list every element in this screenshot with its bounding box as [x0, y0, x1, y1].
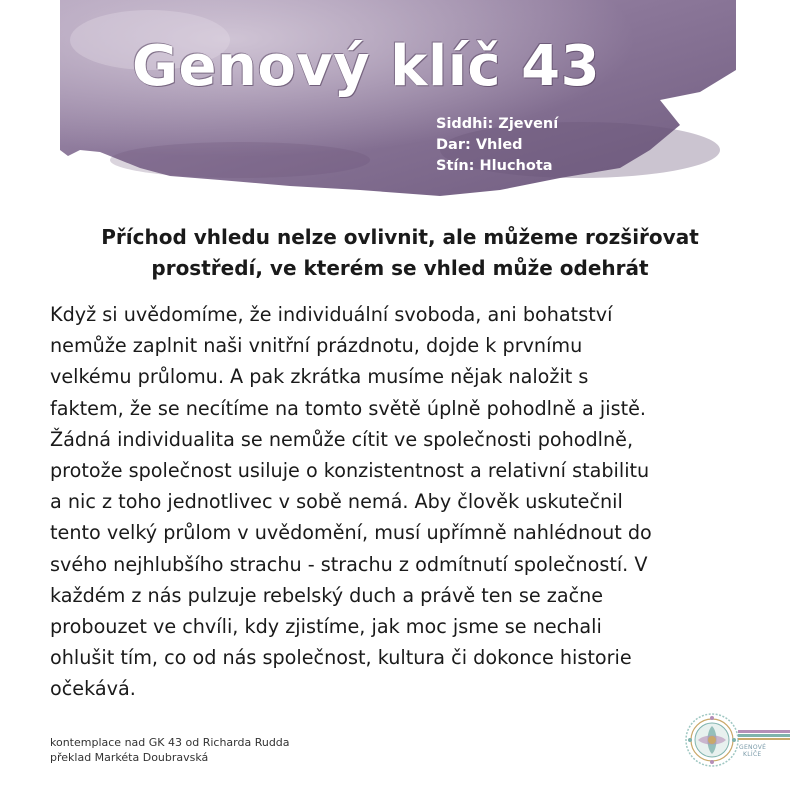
body-line: probouzet ve chvíli, kdy zjistíme, jak moc jsme se nechali	[50, 615, 602, 639]
subtitle-line: Příchod vhledu nelze ovlivnit, ale můžeme rozšiřovat	[101, 225, 699, 249]
credits	[50, 735, 290, 765]
subtitle-heading	[40, 222, 760, 284]
body-line: každém z nás pulzuje rebelský duch a právě ten se začne	[50, 583, 604, 607]
key-attributes	[436, 114, 558, 177]
mandala-icon	[684, 712, 740, 768]
credit-translator: překlad Markéta Doubravská	[50, 751, 209, 764]
page-title: Genový klíč 43	[132, 34, 601, 99]
body-line: očekává.	[50, 677, 136, 701]
body-line: Když si uvědomíme, že individuální svoboda, ani bohatství	[50, 303, 613, 326]
logo-stripe	[738, 730, 790, 742]
logo-line: GENOVÉ	[739, 744, 767, 751]
body-line: a nic z toho jednotlivec v sobě nemá. Aby člověk uskutečnil	[50, 490, 623, 514]
body-line: faktem, že se necítíme na tomto světě úplně pohodlně a jistě.	[50, 396, 647, 420]
genove-klice-logo	[684, 712, 794, 768]
siddhi-label: Siddhi: Zjevení	[436, 116, 559, 132]
shadow-label: Stín: Hluchota	[436, 158, 553, 174]
body-line: svého nejhlubšího strachu - strachu z odmítnutí společností. V	[50, 552, 648, 576]
logo-text	[739, 744, 766, 758]
body-line: ohlušit tím, co od nás společnost, kultura či dokonce historie	[50, 646, 632, 670]
body-line: protože společnost usiluje o konzistentnost a relativní stabilitu	[50, 459, 650, 483]
body-line: tento velký průlom v uvědomění, musí upřímně nahlédnout do	[50, 521, 652, 545]
body-line: Žádná individualita se nemůže cítit ve společnosti pohodlně,	[50, 427, 634, 451]
subtitle-line: prostředí, ve kterém se vhled může odehrát	[151, 256, 649, 280]
gift-label: Dar: Vhled	[436, 137, 523, 153]
body-paragraph	[50, 299, 756, 705]
header-banner	[60, 0, 736, 196]
body-line: nemůže zaplnit naši vnitřní prázdnotu, dojde k prvnímu	[50, 334, 583, 358]
body-line: velkému průlomu. A pak zkrátka musíme nějak naložit s	[50, 365, 589, 389]
logo-line: KLÍČE	[743, 751, 762, 758]
credit-author: kontemplace nad GK 43 od Richarda Rudda	[50, 736, 290, 749]
